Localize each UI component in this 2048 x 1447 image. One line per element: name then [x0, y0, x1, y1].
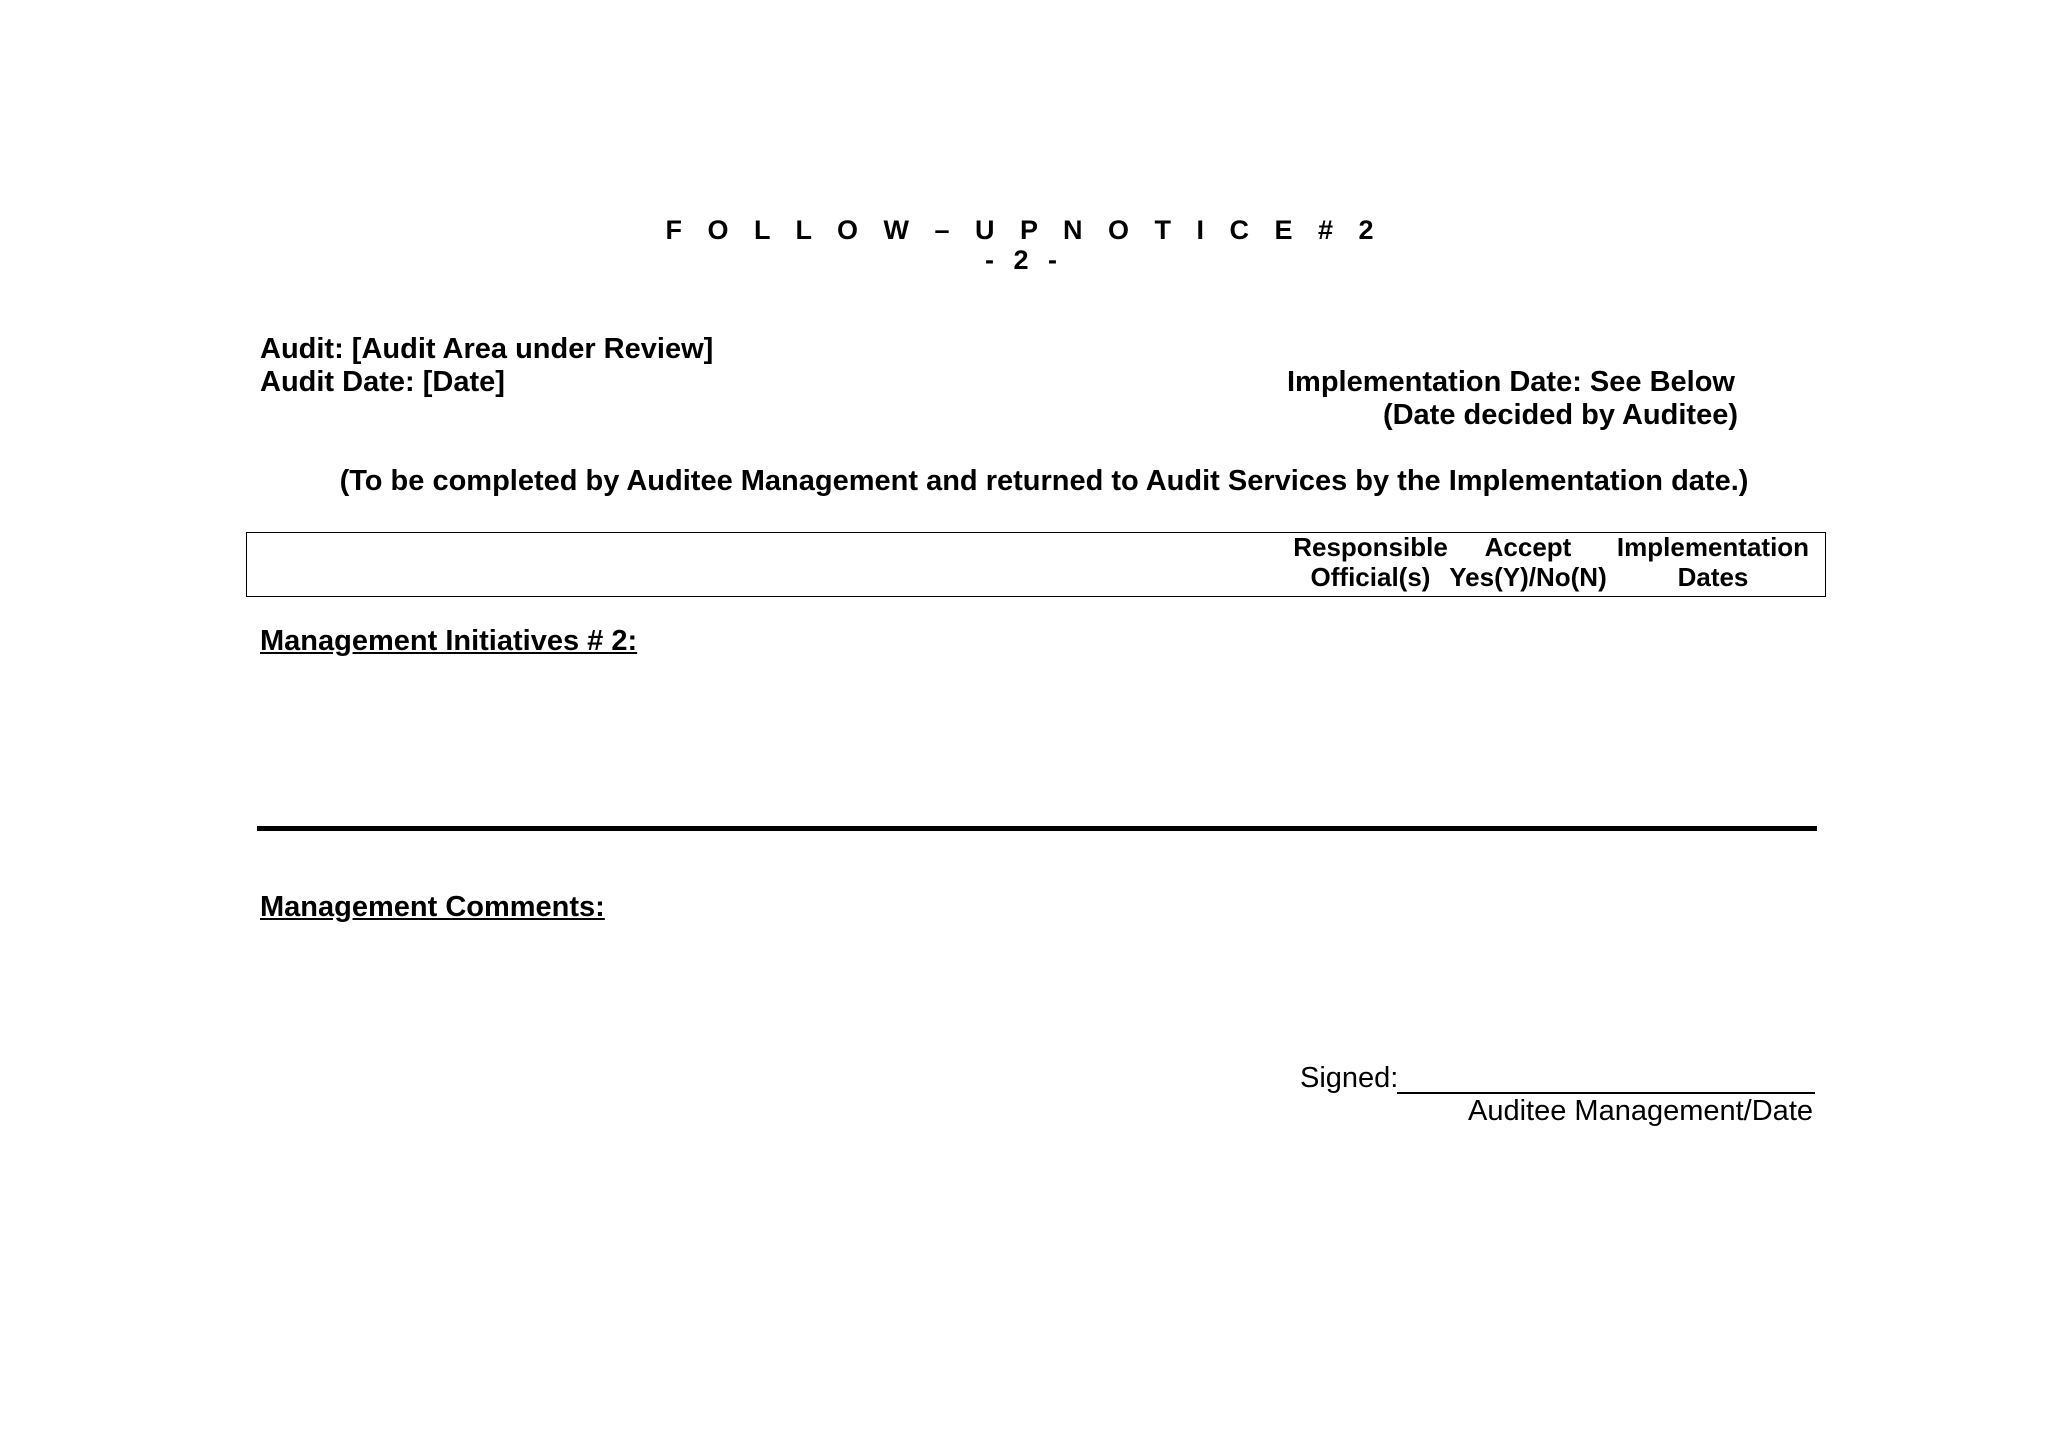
- column-responsible-officials: [1283, 532, 1458, 592]
- instructions: (To be completed by Auditee Management and returned to Audit Services by the Implementation date.): [339, 465, 1749, 497]
- section-divider: [257, 826, 1817, 831]
- column-accept: [1443, 532, 1613, 592]
- column-implementation-dates: [1608, 532, 1818, 592]
- implementation-date-note: (Date decided by Auditee): [1382, 399, 1738, 431]
- document-title: F O L L O W – U P N O T I C E # 2: [665, 215, 1383, 245]
- audit-area: Audit: [Audit Area under Review]: [260, 333, 714, 365]
- signature-label: Signed:: [1300, 1062, 1399, 1094]
- management-comments-heading: Management Comments:: [260, 891, 605, 923]
- page-number: - 2 -: [984, 245, 1063, 275]
- column-accept-line2: Yes(Y)/No(N): [1449, 562, 1607, 592]
- audit-date: Audit Date: [Date]: [260, 366, 505, 398]
- column-responsible-line1: Responsible: [1293, 532, 1448, 562]
- column-implementation-line1: Implementation: [1616, 532, 1810, 562]
- signature-caption: Auditee Management/Date: [1468, 1095, 1813, 1127]
- column-responsible-line2: Official(s): [1310, 562, 1431, 592]
- column-implementation-line2: Dates: [1677, 562, 1749, 592]
- column-accept-line1: Accept: [1484, 532, 1572, 562]
- management-initiatives-heading: Management Initiatives # 2:: [260, 625, 638, 657]
- signature-line[interactable]: [1397, 1092, 1815, 1094]
- implementation-date: Implementation Date: See Below: [1287, 366, 1735, 398]
